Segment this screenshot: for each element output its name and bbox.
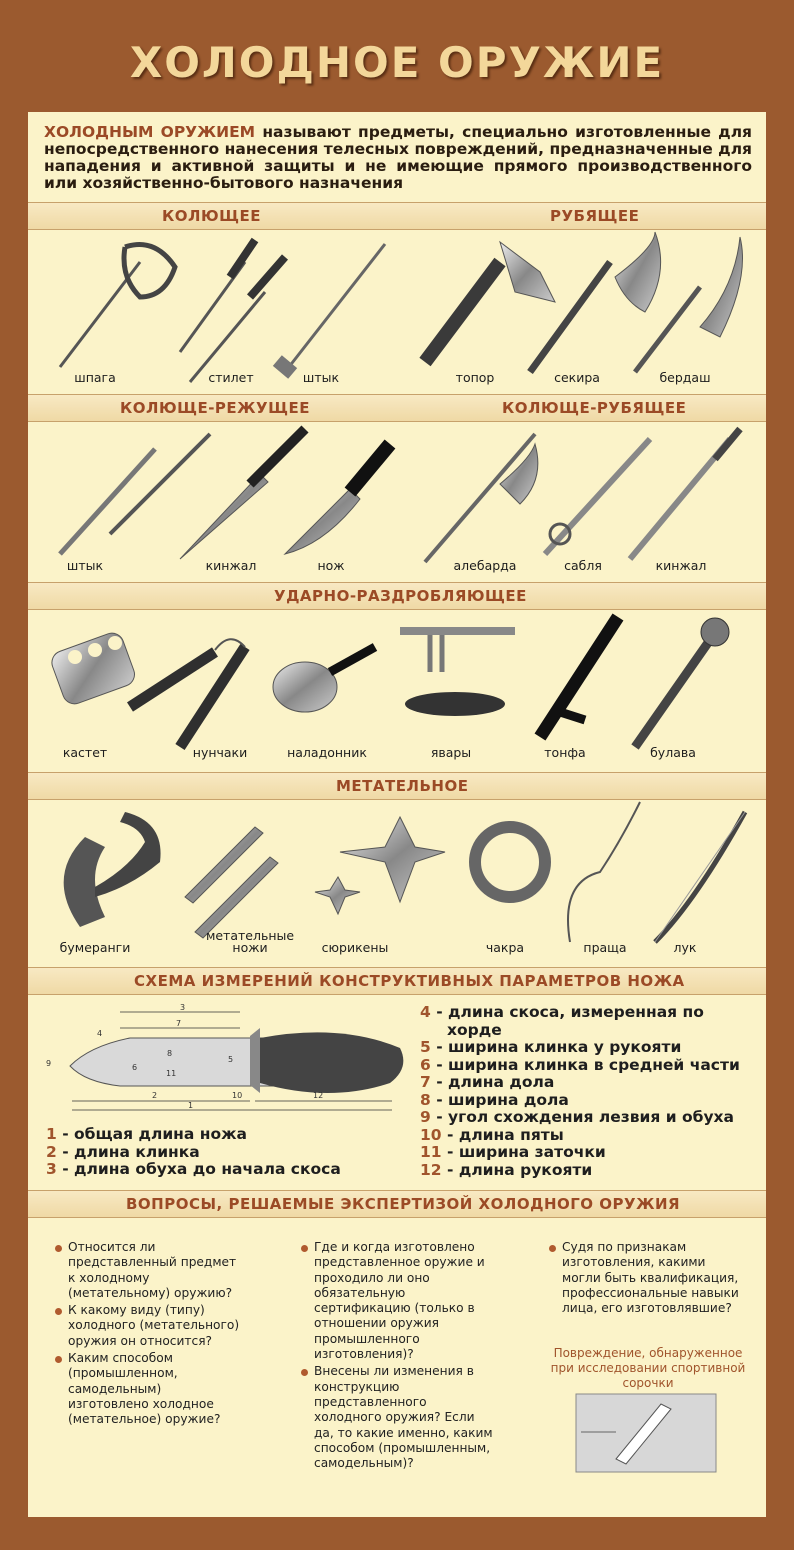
questions-col-3 (548, 1240, 740, 1318)
yawara-icon (400, 627, 515, 716)
damage-note: Повреждение, обнаруженное при исследовании спортивной сорочки (550, 1346, 746, 1390)
bayonet-2-icon (60, 434, 210, 554)
bayonet-icon (273, 244, 385, 379)
scheme-num-4: 4 (97, 1029, 103, 1038)
sling-icon (568, 802, 640, 942)
knife-icon (285, 444, 390, 554)
measure-7: 7 - длина дола (420, 1073, 555, 1091)
label-knife: нож (317, 558, 345, 573)
label-palm-weapon: наладонник (287, 745, 367, 760)
scheme-num-6: 6 (132, 1063, 138, 1072)
label-halberd: алебарда (453, 558, 517, 573)
label-shuriken: сюрикены (321, 940, 389, 955)
rapier-icon (60, 245, 175, 368)
scheme-num-12: 12 (313, 1091, 324, 1100)
label-yawara: явары (430, 745, 472, 760)
band-row2 (28, 394, 766, 422)
scheme-num-7: 7 (176, 1019, 182, 1028)
label-bayonet-2: штык (66, 558, 104, 573)
scheme-num-10: 10 (232, 1091, 243, 1100)
nunchaku-icon (130, 639, 245, 747)
row2-illustrations (40, 424, 760, 569)
band-row1 (28, 202, 766, 230)
measures-right (420, 1004, 740, 1179)
scheme-num-5: 5 (228, 1055, 234, 1064)
questions-col-2 (300, 1240, 496, 1473)
bow-icon (655, 812, 745, 942)
label-throwing-knives: метательные ножи (205, 928, 295, 955)
measure-6: 6 - ширина клинка в средней части (420, 1055, 740, 1074)
question-item: Каким способом (промышленном, самодельным) изготовлено холодное (метательное) оружие? (54, 1351, 242, 1427)
chakram-icon (475, 827, 545, 897)
dagger-icon (180, 429, 305, 559)
measure-2: 2 - длина клинка (46, 1142, 200, 1161)
question-item: Где и когда изготовлено представленное оружие и проходило ли оно обязательную сертификацию (только в отношении оружия промышленного изготовления)? (300, 1240, 496, 1362)
measure-3: 3 - длина обуха до начала скоса (46, 1160, 341, 1178)
question-item: Внесены ли изменения в конструкцию представленного холодного оружия? Если да, то какие именно, каким способом (промышленным, самодельным)? (300, 1364, 496, 1471)
label-bayonet-1: штык (302, 370, 340, 385)
band-row4 (28, 772, 766, 800)
section-stabbing: КОЛЮЩЕЕ (162, 207, 261, 225)
label-sekira: секира (554, 370, 600, 385)
question-item: Судя по признакам изготовления, какими могли быть квалификация, профессиональные навыки лица, его изготовлявшие? (548, 1240, 740, 1316)
scheme-handle (260, 1032, 403, 1093)
mace-icon (635, 618, 729, 747)
label-axe: топор (455, 370, 495, 385)
palm-weapon-icon (273, 647, 375, 712)
label-brass-knuckles: кастет (62, 745, 108, 760)
scheme-num-11: 11 (166, 1069, 177, 1078)
measure-10: 10 - длина пяты (420, 1125, 564, 1144)
label-dagger: кинжал (205, 558, 257, 573)
section-throwing: МЕТАТЕЛЬНОЕ (336, 777, 469, 795)
intro-lead: ХОЛОДНЫМ ОРУЖИЕМ (44, 123, 256, 141)
label-rapier: шпага (74, 370, 116, 385)
section-questions: ВОПРОСЫ, РЕШАЕМЫЕ ЭКСПЕРТИЗОЙ ХОЛОДНОГО ОРУЖИЯ (126, 1195, 681, 1213)
sekira-icon (530, 232, 661, 372)
scheme-num-8: 8 (167, 1049, 173, 1058)
question-item: Относится ли представленный предмет к холодному (метательному) оружию? (54, 1240, 242, 1301)
measure-4-cont: хорде (447, 1020, 502, 1039)
row4-illustrations (40, 802, 760, 947)
measure-11: 11 - ширина заточки (420, 1143, 606, 1161)
section-stab-cut: КОЛЮЩЕ-РЕЖУЩЕЕ (120, 399, 310, 417)
band-row3 (28, 582, 766, 610)
question-item: К какому виду (типу) холодного (метательного) оружия он относится? (54, 1303, 242, 1349)
measure-5: 5 - ширина клинка у рукояти (420, 1038, 682, 1056)
label-mace: булава (650, 745, 696, 760)
scheme-num-9: 9 (46, 1059, 52, 1068)
brass-knuckles-icon (49, 630, 138, 707)
label-tonfa: тонфа (544, 745, 586, 760)
label-berdysh: бердаш (659, 370, 711, 385)
measure-4: 4 - длина скоса, измеренная по (420, 1003, 704, 1021)
dagger-2-icon (630, 429, 740, 559)
throwing-knife-icon (185, 827, 278, 938)
knife-scheme-diagram (40, 998, 410, 1120)
label-nunchaku: нунчаки (192, 745, 248, 760)
questions-col-1 (54, 1240, 242, 1430)
section-scheme: СХЕМА ИЗМЕРЕНИЙ КОНСТРУКТИВНЫХ ПАРАМЕТРОВ НОЖА (134, 972, 685, 990)
page-title: ХОЛОДНОЕ ОРУЖИЕ (129, 38, 665, 87)
measure-12: 12 - длина рукояти (420, 1160, 593, 1179)
label-saber: сабля (564, 558, 602, 573)
measure-9: 9 - угол схождения лезвия и обуха (420, 1108, 735, 1126)
scheme-num-2: 2 (152, 1091, 158, 1100)
label-dagger-2: кинжал (655, 558, 707, 573)
measure-8: 8 - ширина дола (420, 1090, 569, 1109)
measures-left (46, 1126, 341, 1179)
row1-illustrations (40, 232, 760, 387)
tonfa-icon (540, 617, 618, 737)
intro-body: называют предметы, специально изготовленные для непосредственного нанесения телесных повреждений, предназначенные для нападения и активной защиты и не имеющие прямого производственного или хозяйственно-бытового назначения (44, 123, 753, 192)
row3-illustrations (40, 612, 760, 752)
shuriken-icon (315, 817, 445, 914)
measure-1: 1 - общая длина ножа (46, 1125, 247, 1143)
saber-icon (545, 439, 650, 554)
section-crushing: УДАРНО-РАЗДРОБЛЯЮЩЕЕ (274, 587, 527, 605)
stiletto-icon (180, 240, 285, 382)
scheme-num-1: 1 (188, 1101, 194, 1110)
label-boomerang: бумеранги (59, 940, 131, 955)
halberd-icon (425, 434, 538, 562)
axe-icon (425, 242, 555, 362)
band-scheme (28, 967, 766, 995)
section-stab-chop: КОЛЮЩЕ-РУБЯЩЕЕ (502, 399, 687, 417)
label-chakram: чакра (485, 940, 525, 955)
scheme-num-3: 3 (180, 1003, 186, 1012)
intro-text (44, 124, 752, 192)
label-stiletto: стилет (208, 370, 254, 385)
boomerang-icon (64, 812, 161, 927)
label-bow: лук (673, 940, 697, 955)
band-questions (28, 1190, 766, 1218)
label-sling: праща (583, 940, 627, 955)
section-chopping: РУБЯЩЕЕ (550, 207, 640, 225)
shirt-damage-photo (576, 1394, 716, 1472)
scheme-guard (250, 1028, 260, 1093)
